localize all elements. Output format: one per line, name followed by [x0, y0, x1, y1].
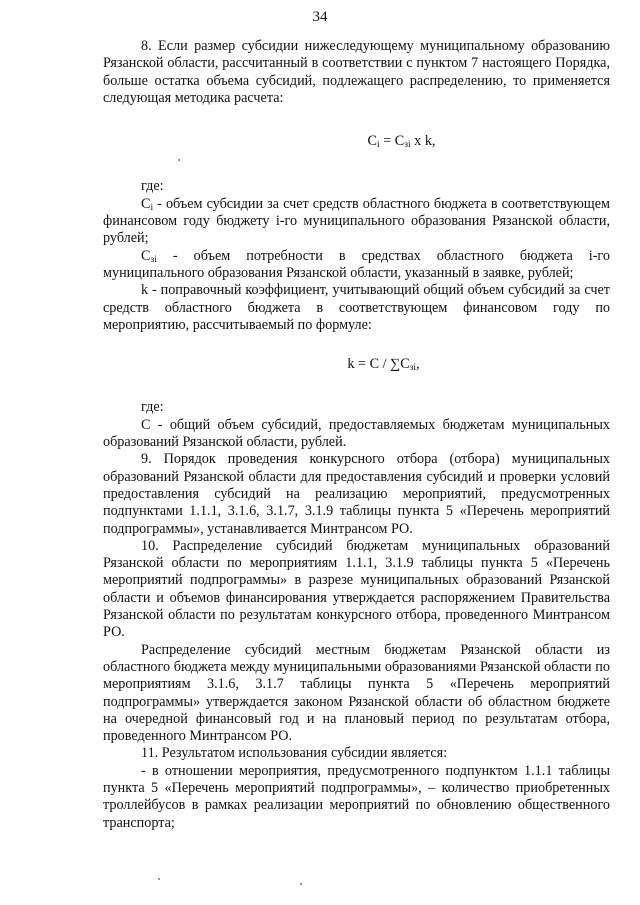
- formula-ci-lhs: C: [367, 133, 378, 150]
- formula-ci-tail: x k,: [410, 133, 436, 150]
- paragraph-10: 10. Распределение субсидий бюджетам муниципальных образований Рязанской области по мероприятиям 1.1.1, 3.1.9 таблицы пункта 5 «Перечень мероприятий подпрограммы» в разрезе муниципальных образований Рязанской области и объемов финансирования утверждается распоряжением Правительства Рязанской области по результатам конкурсного отбора, проведенного Минтрансом РО.: [103, 537, 610, 641]
- definition-ci: [103, 196, 610, 248]
- formula-ci-eq: = C: [379, 133, 405, 150]
- formula-k: [103, 356, 610, 373]
- definition-ci-sub: i: [150, 202, 154, 213]
- definition-czi-text: - объем потребности в средствах областного бюджета i-го муниципального образования Рязанской области, указанный в заявке, рублей;: [103, 247, 610, 281]
- paragraph-9: 9. Порядок проведения конкурсного отбора (отбора) муниципальных образований Рязанской области для предоставления субсидий и проверки условий предоставления субсидий на реализацию мероприятий, предусмотренных подпунктами 1.1.1, 3.1.6, 3.1.7, 3.1.9 таблицы пункта 5 «Перечень мероприятий подпрограммы», устанавливается Минтрансом РО.: [103, 451, 610, 537]
- definition-ci-text: - объем субсидии за счет средств областного бюджета в соответствующем финансовом году бюджету i-го муниципального образования Рязанской области, рублей;: [103, 195, 610, 247]
- formula-k-text: k = C / ∑C: [347, 356, 410, 373]
- paragraph-10-distribution: Распределение субсидий местным бюджетам Рязанской области из областного бюджета между муниципальными образованиями Рязанской области по мероприятиям 3.1.6, 3.1.7 таблицы пункта 5 «Перечень мероприятий подпрограммы» утверждается законом Рязанской области об областном бюджете на очередной финансовый год и на плановый период по результатам отбора, проведенного Минтрансом РО.: [103, 641, 610, 745]
- formula-ci-rhs-sub: зi: [404, 140, 411, 151]
- paragraph-11-item-1: - в отношении мероприятия, предусмотренного подпунктом 1.1.1 таблицы пункта 5 «Перечень мероприятий подпрограммы», – количество приобретенных троллейбусов в рамках реализации мероприятий по обновлению общественного транспорта;: [103, 762, 610, 831]
- definition-czi-symbol: C: [141, 247, 151, 264]
- formula-ci: [103, 133, 610, 150]
- where-label-2: где:: [141, 399, 164, 416]
- scan-speck: [300, 883, 302, 885]
- scan-speck: [158, 878, 160, 880]
- scan-speck: [178, 159, 180, 161]
- definition-k: k - поправочный коэффициент, учитывающий общий объем субсидий за счет средств областного бюджета в соответствующем финансовом году по мероприятию, рассчитываемый по формуле:: [103, 282, 610, 333]
- paragraph-11: 11. Результатом использования субсидии является:: [141, 745, 448, 762]
- definition-c: C - общий объем субсидий, предоставляемых бюджетам муниципальных образований Рязанской области, рублей.: [103, 416, 610, 451]
- definition-ci-symbol: C: [141, 195, 151, 212]
- definition-czi: [103, 248, 610, 283]
- formula-k-tail: ,: [416, 356, 420, 373]
- definition-czi-sub: зi: [150, 254, 157, 265]
- document-body: [103, 38, 610, 832]
- formula-ci-lhs-sub: i: [377, 140, 380, 151]
- formula-k-sub: зi: [409, 363, 417, 374]
- paragraph-8: 8. Если размер субсидии нижеследующему муниципальному образованию Рязанской области, рассчитанный в соответствии с пунктом 7 настоящего Порядка, больше остатка объема субсидий, подлежащего распределению, то применяется следующая методика расчета:: [103, 38, 610, 106]
- where-label-1: где:: [141, 178, 164, 195]
- page-number: 34: [312, 9, 328, 25]
